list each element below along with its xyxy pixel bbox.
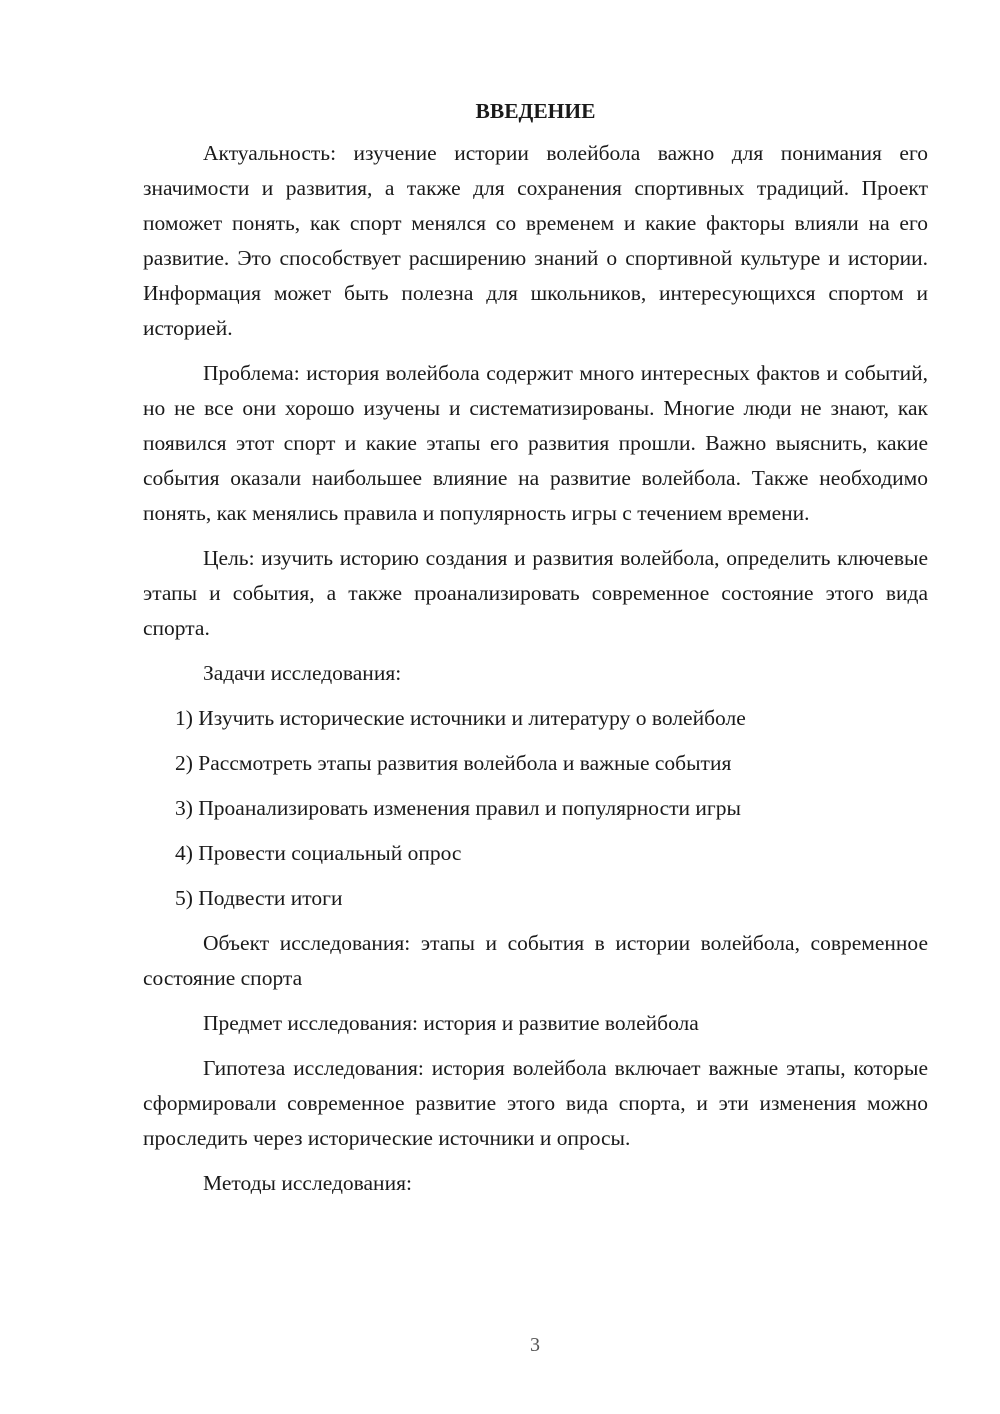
list-item: 3) Проанализировать изменения правил и популярности игры	[175, 796, 741, 820]
page-content	[143, 96, 928, 1211]
page-title: ВВЕДЕНИЕ	[475, 99, 596, 123]
list-item: 4) Провести социальный опрос	[175, 841, 462, 865]
list-item: 2) Рассмотреть этапы развития волейбола и важные события	[175, 751, 732, 775]
paragraph-problem: Проблема: история волейбола содержит много интересных фактов и событий, но не все они хорошо изучены и систематизированы. Многие люди не знают, как появился этот спорт и какие этапы его развития прошли. Важно выяснить, какие события оказали наибольшее влияние на развитие волейбола. Также необходимо понять, как менялись правила и популярность игры с течением времени.	[143, 361, 928, 525]
paragraph-hypothesis: Гипотеза исследования: история волейбола включает важные этапы, которые сформировали современное развитие этого вида спорта, и эти изменения можно проследить через исторические источники и опросы.	[143, 1056, 928, 1150]
paragraph-goal: Цель: изучить историю создания и развития волейбола, определить ключевые этапы и события, а также проанализировать современное состояние этого вида спорта.	[143, 546, 928, 640]
list-item: 1) Изучить исторические источники и литературу о волейболе	[175, 706, 746, 730]
list-item: 5) Подвести итоги	[175, 886, 343, 910]
tasks-heading: Задачи исследования:	[203, 661, 402, 685]
paragraph-methods: Методы исследования:	[203, 1171, 412, 1195]
page-number: 3	[530, 1334, 540, 1356]
paragraph-relevance: Актуальность: изучение истории волейбола важно для понимания его значимости и развития, а также для сохранения спортивных традиций. Проект поможет понять, как спорт менялся со временем и какие факторы влияли на его развитие. Это способствует расширению знаний о спортивной культуре и истории. Информация может быть полезна для школьников, интересующихся спортом и историей.	[143, 141, 928, 340]
paragraph-subject: Предмет исследования: история и развитие волейбола	[203, 1011, 699, 1035]
paragraph-object: Объект исследования: этапы и события в истории волейбола, современное состояние спорта	[143, 931, 928, 990]
tasks-list	[143, 701, 928, 916]
